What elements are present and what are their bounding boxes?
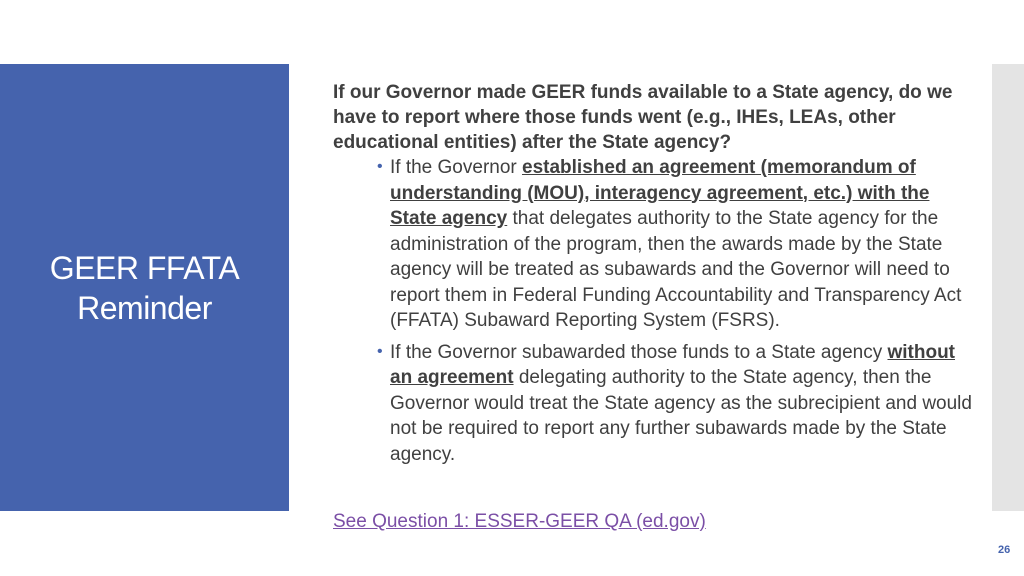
bullet-1-emphasis: established an agreement (memorandum of understanding (MOU), interagency agreement, etc.) with the State agency [390,157,930,229]
bullet-2-text-end: delegating authority to the State agency, then the Governor would treat the State agency as the subrecipient and would not be required to report any further subawards made by the State agency. [390,367,972,465]
bullet-item-1 [377,155,981,334]
bullet-item-2 [377,340,981,468]
bullet-1-text-end: that delegates authority to the State agency for the administration of the program, then the awards made by the State agency will be treated as subawards and the Governor will need to report them in Federal Funding Accountability and Transparency Act (FFATA) Subaward Reporting System (FSRS). [390,208,962,331]
page-number: 26 [998,544,1011,556]
question-text: If our Governor made GEER funds available to a State agency, do we have to report where those funds went (e.g., IHEs, LEAs, other educational entities) after the State agency? [333,82,953,153]
decorative-side-bar [992,64,1024,511]
slide-title-line-2: Reminder [77,289,212,326]
title-panel [0,64,289,511]
bullet-1-text-start: If the Governor [390,157,523,178]
slide-content [333,80,981,473]
slide-title [50,248,239,328]
esser-geer-qa-link[interactable]: See Question 1: ESSER-GEER QA (ed.gov) [333,511,706,532]
bullet-icon: • [377,342,383,360]
slide-title-line-1: GEER FFATA [49,249,240,286]
bullet-2-text-start: If the Governor subawarded those funds to a State agency [390,341,888,363]
answer-bullet-list [333,155,981,467]
bullet-icon: • [377,158,383,175]
bullet-2-emphasis: without an agreement [390,341,956,388]
